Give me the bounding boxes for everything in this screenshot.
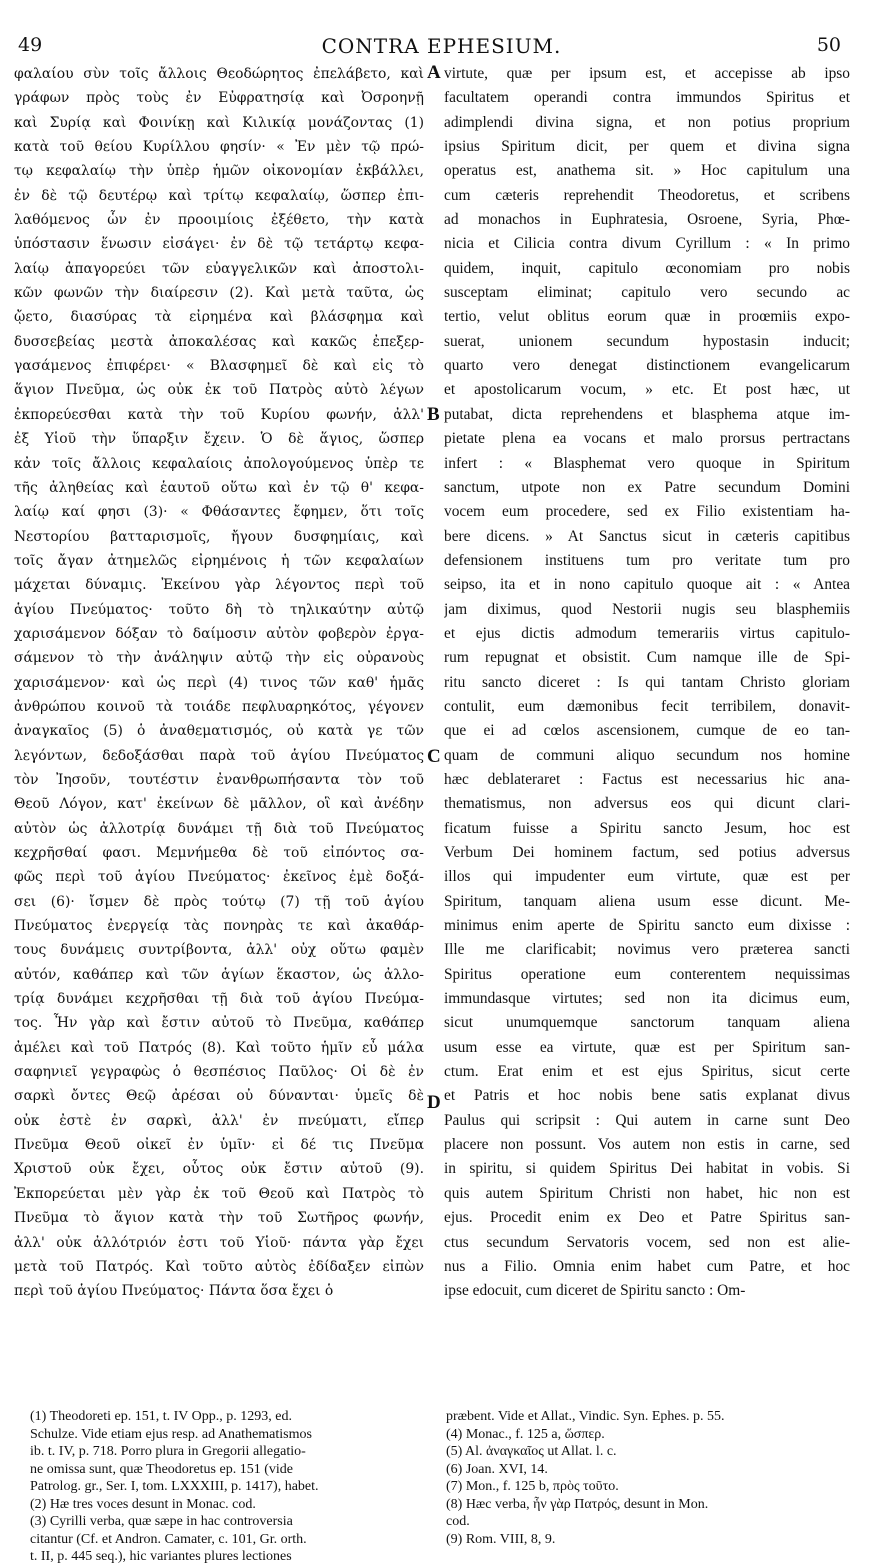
text-line: nus a Filio. Omnia enim habet cum Patre, et hoc [444,1257,850,1275]
text-line: ficatum fuisse a Spiritu sancto Jesum, hoc est [444,819,850,837]
text-line: ἀμέλει καὶ τοῦ Πατρός (8). Καὶ τοῦτο ἡμῖν εὖ μάλα [14,1039,424,1056]
text-line: Πνεῦμα τὸ ἅγιον κατὰ τὴν τοῦ Σωτῆρος φωνήν, [14,1210,424,1227]
footnote-line: præbent. Vide et Allat., Vindic. Syn. Ephes. p. 55. [446,1409,725,1424]
text-line: suerat, unionem secundum hypostasin inducit; [444,332,850,350]
text-line: Ille me clarificabit; novimus vero præterea sancti [444,941,850,959]
text-line: minimus enim aperte de Spiritu sancto eum dixisse : [444,917,850,935]
footnote-line: (9) Rom. VIII, 8, 9. [446,1531,556,1547]
running-header [0,34,883,64]
text-line: jam diximus, quod Nestorii nugis seu blasphemiis [444,600,850,618]
running-title: CONTRA EPHESIUM. [321,34,562,58]
text-line: Spiritus operatione eum conterentem nequissimas [444,965,850,983]
text-line: τὸν Ἰησοῦν, τουτέστιν ἐνανθρωπήσαντα τὸν τοῦ [14,771,424,788]
text-line: hæc deblateraret : Factus est necessarius hic ana- [444,770,850,788]
text-line: γασάμενος ἐπιφέρει· « Βλασφημεῖ δὲ καὶ εἰς τὸ [14,358,424,375]
text-line: putabat, dicta reprehendens et blasphema atque im- [444,405,850,423]
text-line: sicut unumquemque sanctorum tanquam aliena [444,1014,850,1032]
footnote-line: ne omissa sunt, quæ Theodoretus ep. 151 (vide [30,1461,293,1477]
footnote-line: (1) Theodoreti ep. 151, t. IV Opp., p. 1293, ed. [30,1409,292,1424]
text-line: que ei ad cœlos ascensionem, cumque de eo tan- [444,722,850,740]
text-line: περὶ τοῦ ἁγίου Πνεύματος· Πάντα ὅσα ἔχει ὁ [14,1283,334,1300]
text-line: οὐκ ἐστὲ ἐν σαρκὶ, ἀλλ' ἐν πνεύματι, εἴπερ [14,1112,424,1129]
page-number-left: 49 [18,34,43,56]
text-line: ᾤετο, διασύρας τὰ εἰρημένα καὶ βλάσφημα καὶ [14,309,424,326]
text-line: τῆς ἀληθείας καὶ ἑαυτοῦ οὕτω καὶ ἐν τῷ θ' κεφα- [14,479,424,496]
text-line: κατὰ τοῦ θείου Κυρίλλου φησίν· « Ἐν μὲν τῷ πρώ- [14,139,424,156]
text-line: tertio, velut oblitus eorum quæ in proœmiis expo- [444,308,850,326]
text-line: placere non possunt. Vos autem non estis in carne, sed [444,1136,850,1154]
text-line: bere dicens. » At Sanctus sicut in cæteris capitibus [444,527,850,545]
text-line: vocem eum procedere, sed ex Filio existentiam ha- [444,503,850,521]
text-line: λαίῳ καί φησι (3)· « Φθάσαντες ἔφημεν, ὅτι τοῖς [14,504,424,521]
text-line: χαρισάμενον δόξαν τὸ δαίμοσιν αὐτὸν φοβερὸν ἐργα- [14,625,424,642]
text-line: Νεστορίου βατταρισμοῖς, ἤγουν δυσφημίαις, καὶ [14,528,424,545]
text-line: αὐτὸν ὡς ἀλλοτρίᾳ δυνάμει τῇ διὰ τοῦ Πνεύματος [14,820,424,837]
text-line: sanctum, utpote non ex Patre secundum Domini [444,478,850,496]
text-line: ἀνθρώπου κοινοῦ τὰ τοιάδε πεφλυαρηκότος, γέγονεν [14,698,424,715]
text-line: γράφων πρὸς τοὺς ἐν Εὐφρατησίᾳ καὶ Ὀσροηνῇ [14,90,424,107]
text-line: thematismus, non adversus eos qui dicunt clari- [444,795,850,813]
text-line: susceptam eliminat; capitulo vero secundo ac [444,284,850,302]
text-line: τῳ κεφαλαίῳ τὴν ὑπὲρ ἡμῶν οἰκονομίαν ἐκβάλλει, [14,163,424,180]
text-line: κἀν τοῖς ἄλλοις κεφαλαίοις ἀπολογούμενος ὑπὲρ τε [14,455,424,472]
text-line: infert : « Blasphemat vero quoque in Spiritum [444,454,850,472]
text-line: μετὰ τοῦ Πατρός. Καὶ τοῦτο αὐτὸς ἐδίδαξεν εἰπὼν [14,1258,424,1275]
text-line: σάμενον τὸ τὴν ἀνάληψιν αὐτῷ τὴν εἰς οὐρανοὺς [14,650,424,667]
text-line: Πνεῦμα Θεοῦ οἰκεῖ ἐν ὑμῖν· εἰ δέ τις Πνεῦμα [14,1137,424,1154]
footnote-line: cod. [446,1514,470,1529]
footnote-line: ib. t. IV, p. 718. Porro plura in Gregorii allegatio- [30,1444,306,1459]
text-line: Χριστοῦ οὐκ ἔχει, οὗτος οὐκ ἔστιν αὐτοῦ (9). [14,1161,424,1178]
text-line: ipse edocuit, cum diceret de Spiritu sancto : Om- [444,1282,746,1300]
text-line: σει (6)· ἴσμεν δὲ πρὸς τούτῳ (7) τῇ τοῦ ἁγίου [14,893,424,910]
text-line: τος. Ἦν γὰρ καὶ ἔστιν αὐτοῦ τὸ Πνεῦμα, καθάπερ [14,1015,424,1032]
text-line: illos qui impudenter eum virtute, quæ est per [444,868,850,886]
text-line: λαίῳ ἀπαγορεύει τῶν εὐαγγελικῶν καὶ ἀποστολι- [14,260,424,277]
text-line: et ejus dictis admodum temerariis virtus capitulo- [444,624,850,642]
greek-text-column [14,62,424,1304]
text-line: λαθόμενος ὧν ἐν προοιμίοις ἐξέθετο, τὴν κατὰ [14,212,424,229]
text-line: quidem, inquit, capitulo œconomiam pro nobis [444,259,850,277]
text-line: ἁγίου Πνεύματος· τοῦτο δὴ τὸ τηλικαύτην αὐτῷ [14,601,424,618]
text-line: ἀναγκαῖος (5) ὁ ἀναθεματισμός, οὐ κατὰ γε τῶν [14,723,424,740]
text-line: quis autem Spiritum Christi non habet, hic non est [444,1184,850,1202]
text-line: cum cæteris reprehendit Theodoretus, et scribens [444,186,850,204]
text-line: κῶν φωνῶν τὴν διαίρεσιν (2). Καὶ μετὰ ταῦτα, ὡς [14,285,424,302]
text-line: κεχρῆσθαί φασι. Μεμνήμεθα δὲ τοῦ εἰπόντος σα- [14,845,424,861]
text-line: ὑπόστασιν ἕνωσιν εἰσάγει· ἐν δὲ τῷ τετάρτῳ κεφα- [14,236,424,253]
text-line: in spiritu, si quidem Spiritus Dei habitat in vobis. Si [444,1160,850,1178]
text-line: immundasque virtutes; sed non ita dicimus eum, [444,990,850,1008]
text-line: operatus est, anathema sit. » Hoc capitulum una [444,162,850,180]
footnote-line: (2) Hæ tres voces desunt in Monac. cod. [30,1496,256,1512]
footnotes-left [30,1408,430,1566]
text-line: et Patris et hoc nobis bene satis explanat divus [444,1087,850,1105]
text-line: Spiritum, tanquam aliena usum esse dicunt. Me- [444,892,850,910]
text-line: ad monachos in Euphratesia, Osroene, Syria, Phœ- [444,211,850,229]
footnote-line: (4) Monac., f. 125 a, ὥσπερ. [446,1426,605,1442]
footnote-line: (5) Al. ἀναγκαῖος ut Allat. l. c. [446,1444,617,1459]
text-line: σαφηνιεῖ γεγραφὼς ὁ θεσπέσιος Παῦλος· Οἱ δὲ ἐν [14,1064,424,1081]
text-line: τρίᾳ δυνάμει κεχρῆσθαι τῇ διὰ τοῦ ἁγίου Πνεύμα- [14,991,424,1008]
text-line: ἐν δὲ τῷ δευτέρῳ καὶ τρίτῳ κεφαλαίῳ, ὥσπερ ἐπι- [14,187,424,204]
text-line: Paulus qui scripsit : Qui autem in carne sunt Deo [444,1111,850,1129]
text-line: ἀλλ' οὐκ ἀλλότριόν ἐστι τοῦ Υἱοῦ· πάντα γὰρ ἔχει [14,1234,424,1251]
text-line: Verbum Dei hominem factum, sed potius adversus [444,844,850,861]
text-line: ἐξ Υἱοῦ τὴν ὕπαρξιν ἔχειν. Ὁ δὲ ἅγιος, ὥσπερ [14,431,424,448]
text-line: μάχεται δύναμις. Ἐκείνου γὰρ λέγοντος περὶ τοῦ [14,577,424,594]
text-line: rum repugnat et obsistit. Cum namque ille de Spi- [444,649,850,667]
footnote-line: (3) Cyrilli verba, quæ sæpe in hac controversia [30,1514,293,1529]
margin-marker-b: B [427,404,440,425]
text-line: quarto vero denegat distinctionem evangelicarum [444,357,850,375]
text-line: pietate plena ea vocans et malo prorsus pertractans [444,430,850,448]
text-line: ritu sancto diceret : Is qui tantam Christo gloriam [444,673,850,691]
latin-text-column [444,62,850,1304]
text-line: Πνεύματος ἐνεργείᾳ τὰς πονηρὰς τε καὶ ἀκαθάρ- [14,918,424,935]
text-line: Ἐκπορεύεται μὲν γὰρ ἐκ τοῦ Θεοῦ καὶ Πατρὸς τὸ [14,1185,424,1202]
text-line: φῶς περὶ τοῦ ἁγίου Πνεύματος· ἐκεῖνος ἐμὲ δοξά- [14,869,424,886]
text-line: Θεοῦ Λόγον, κατ' ἐκείνων δὲ μᾶλλον, οἳ καὶ ἀνέδην [14,796,424,813]
text-line: ἐκπορεύεσθαι κατὰ τὴν τοῦ Κυρίου φωνήν, ἀλλ' [14,406,424,423]
text-line: ejus. Procedit enim ex Deo et Patre Spiritus san- [444,1209,850,1227]
text-line: quam de communi aliquo secundum nos homine [444,746,850,764]
text-line: αὐτόν, καθάπερ καὶ τῶν ἁγίων ἕκαστον, ὡς ἀλλο- [14,966,424,983]
footnote-line: Schulze. Vide etiam ejus resp. ad Anathematismos [30,1426,312,1442]
text-line: τοῖς ἄγαν ἀτημελῶς εἰρημένοις ἡ τῶν κεφαλαίων [14,552,424,569]
margin-marker-a: A [427,62,441,83]
margin-marker-d: D [427,1092,441,1113]
text-line: ipsius Spiritum dicit, per quem et divina signa [444,138,850,156]
text-line: ctus secundum Servatoris vocem, sed non est alie- [444,1233,850,1251]
text-line: virtute, quæ per ipsum est, et accepisse ab ipso [444,65,850,82]
text-line: seipso, ita et in nono capitulo quoque ait : « Antea [444,576,850,594]
text-line: adimplendi divina signa, et non potius proprium [444,113,850,131]
text-line: defensionem instituens tum pro veritate tum pro [444,551,850,569]
text-line: λεγόντων, δεδοξάσθαι παρὰ τοῦ ἁγίου Πνεύματος [14,747,424,764]
text-line: usum esse ea virtute, quæ est per Spiritum san- [444,1038,850,1056]
text-line: ctum. Erat enim et est ejus Spiritus, sicut certe [444,1063,850,1081]
text-line: χαρισάμενον· καὶ ὡς περὶ (4) τινος τῶν καθ' ἡμᾶς [14,674,424,691]
text-line: ἅγιον Πνεῦμα, ὡς οὐκ ἐκ τοῦ Πατρὸς αὐτὸ λέγων [14,382,424,399]
text-line: et apostolicarum vocum, » etc. Et post hæc, ut [444,381,850,399]
text-line: καὶ Συρίᾳ καὶ Φοινίκῃ καὶ Κιλικίᾳ μονάζοντας (1) [14,114,424,131]
footnote-line: t. II, p. 445 seq.), hic variantes plures lectiones [30,1549,292,1564]
margin-marker-c: C [427,746,441,767]
footnote-line: (8) Hæc verba, ἦν γὰρ Πατρός, desunt in Mon. [446,1496,709,1512]
footnote-line: Patrolog. gr., Ser. I, tom. LXXXIII, p. 1417), habet. [30,1479,319,1494]
footnotes-right [446,1408,846,1548]
text-line: δυσσεβείας μεστὰ ἀποκαλέσας καὶ κακῶς ἐπεξερ- [14,333,424,350]
footnote-line: citantur (Cf. et Andron. Camater, c. 101, Gr. orth. [30,1531,307,1547]
footnote-line: (6) Joan. XVI, 14. [446,1461,548,1477]
text-line: nicia et Cilicia contra divum Cyrillum : « In primo [444,235,850,253]
text-line: τους δυνάμεις συντρίβοντα, ἀλλ' οὐχ οὕτω φαμὲν [14,942,424,959]
text-line: facultatem operandi contra immundos Spiritus et [444,89,850,107]
page-number-right: 50 [816,34,841,56]
text-line: contulit, eum dæmonibus fecit terribilem, donavit- [444,697,850,715]
text-line: φαλαίου σὺν τοῖς ἄλλοις Θεοδώρητος ἐπελάβετο, καὶ [14,66,424,82]
text-line: σαρκὶ ὄντες Θεῷ ἀρέσαι οὐ δύνανται· ὑμεῖς δὲ [14,1088,424,1105]
footnote-line: (7) Mon., f. 125 b, πρὸς τοῦτο. [446,1479,619,1494]
